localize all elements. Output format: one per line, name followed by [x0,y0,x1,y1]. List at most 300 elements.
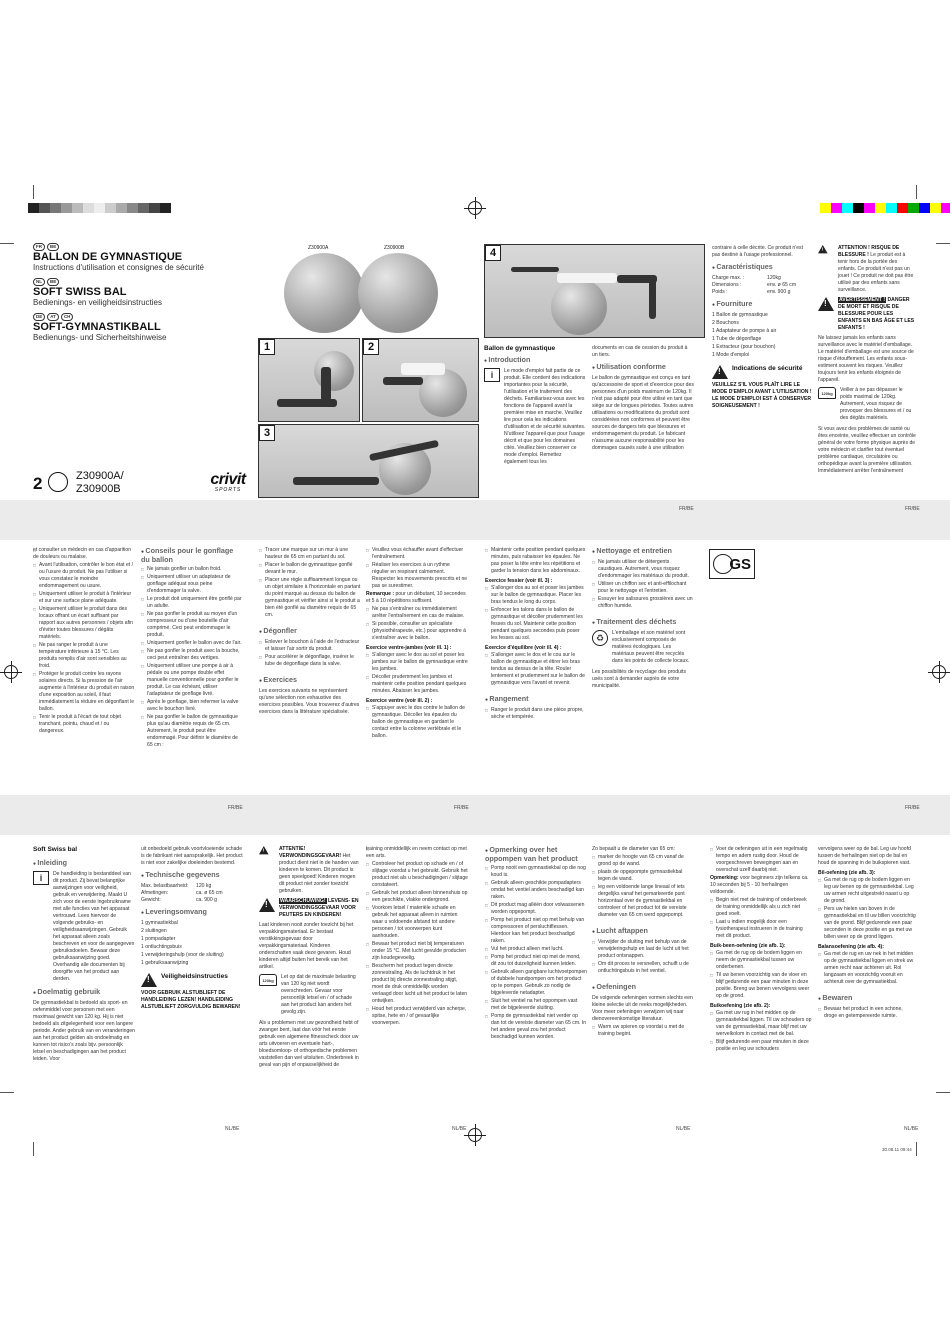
warning-weight [259,974,361,1017]
page-number: 2 [33,474,43,493]
calibration-swatch [930,203,941,213]
safety-heading [712,365,812,379]
photo-label-a: Z30900A [308,245,329,251]
spec-value: ca. ø 65 cm [196,890,223,896]
section-heading: ● Nettoyage et entretien [592,547,694,556]
list-item: □ Controleer het product op schade en / of slijtage voordat u het gebruikt. Gebruik het product niet als u beschadigingen / slijtage constateert. [366,861,468,889]
bullet-list [366,652,468,695]
list-item: □ Voorkom letsel / materiële schade en gebruik het apparaat alleen in ruimten waar u voldoende afstand tot andere personen / tot voorwerpen kunt aanhouden. [366,905,468,940]
spec-row [141,890,243,897]
safety-heading [141,973,243,987]
bullet-list [366,547,468,590]
list-item: □ S'allonger dos au sol et poser les jambes sur le ballon de gymnastique. Placer les bras tendus le long du corps. [485,585,587,606]
model-line-2: Z30900B [76,483,121,495]
list-item: □ Ga met de rug en uw nek in het midden op de gymnastiekbal liggen en strek uw armen recht naar achteren uit. Rol langzaam en voorzichtig vooruit en achteruit over de gymnastiekbal. [818,951,916,986]
warning-text [279,898,361,919]
list-item: 1 Adaptateur de pompe à air [712,328,777,334]
warning-title: DANGER DE MORT ET RISQUE DE BLESSURE POUR LES ENFANTS EN BAS ÂGE ET LES ENFANTS ! [838,297,915,331]
list-item: □ Enfoncer les talons dans le ballon de gymnastique et décoller prudemment les fesses du sol. Maintenir cette position pendant quelques secondes puis poser les fesses au sol. [485,607,587,642]
exercise-title: Exercice ventre-jambes (voir ill. 1) : [366,645,452,651]
person-figure [649,279,656,319]
recycling-icon: ♻ [592,630,608,646]
calibration-swatch [160,203,171,213]
warning-injury [818,245,916,294]
warning-icon: ! [712,365,728,379]
paragraph: documents en cas de cession du produit à un tiers. [592,345,688,358]
exercise-title: Buikoefening (zie afb. 2): [710,1003,771,1009]
paragraph [710,875,812,896]
warning-text [838,245,916,294]
nl-deflate-column [592,846,694,1039]
list-item: □ Begin niet met de training of onderbreek de training onmiddellijk als u zich niet goed voelt. [710,897,812,918]
fr-intro-column [484,345,586,470]
list-item: □ Bescherm het product tegen directe zonnestraling. Als de luchtdruk in het product bij directe zonnestraling stijgt, moet de druk onmiddellijk worden verlaagd door lucht uit het product te laten ontwijken. [366,963,468,1005]
spec-row [712,289,812,296]
list-item: □ Maintenir cette position pendant quelques minutes, puis rabaisser les épaules. Ne pas poser la tête entre les répétitions et garder la tension dans les abdominaux. [485,547,587,575]
bullet-list [485,585,587,642]
list-item: 2 sluitingen [141,928,167,934]
warning-title: ATTENTION ! RISQUE DE BLESSURE ! [838,245,900,258]
spec-row [712,282,812,289]
list-item: □ marker de hoogte van 65 cm vanaf de grond op de wand. [592,854,694,868]
nl-safety-column [366,846,468,1028]
bullet-list [710,846,812,874]
list-item: □ Après le gonflage, bien refermer la valve avec le bouchon livré. [141,699,243,713]
spec-key: Poids : [712,289,728,295]
list-item: □ Protéger le produit contre les rayons solaires directs. Si la pression de l'air augmente à l'intérieur du produit en raison d'une exposition au soleil, il faut immédiatement la réduire en dégonflant le ballon. [33,671,135,713]
paragraph: De handleiding is bestanddeel van dit product. Zij bevat belangrijke aanwijzingen voor veiligheid, gebruik en verwijdering. Maakt U zich voor de eerste ingebruikname met alle functies van het apparaat vertrouwd. Lees hiervoor de volgende gebruiks- en veiligheidsaanwijzingen. Gebruik het apparaat alleen zoals beschreven en voor de aangegeven gebruiksdoelen. Bewaar deze gebruiksaanwijzing goed. Overhandig alle documenten bij doorgifte van het product aan derden. [53,871,135,982]
specs-table [141,883,243,904]
list-item: □ plaats de opgepompte gymnastiekbal tegen de wand. [592,869,694,883]
bullet-list [818,1006,916,1020]
bullet-list [366,606,468,642]
manual-notice [484,368,586,467]
exercise-title: Exercice d'équilibre (voir ill. 4) : [485,645,562,651]
list-item: □ Til uw benen voorzichtig van de vloer en blijf gedurende een paar minuten in deze positie. Breng uw benen vervolgens weer op de grond. [710,972,812,1000]
lang-badges-fr [33,243,253,251]
tuv-seal-icon [713,554,733,574]
lang-badge: AT [47,313,59,321]
list-item: □ Voer de oefeningen uit in een regelmatig tempo en adem rustig door. Houd de voorgeschreven bewegingen aan en overschat uzelf daarbij niet. [710,846,812,874]
title-de: SOFT-GYMNASTIKBALL [33,321,161,333]
paragraph: De volgende oefeningen vormen slechts een kleine selectie uit de reeks mogelijkheden. Voor meer oefeningen verwijzen wij naar dienovereenkomstige literatuur. [592,995,693,1022]
section-heading: ● Dégonfler [259,627,361,636]
list-item: □ S'appuyer avec le dos contre le ballon de gymnastique. Décoller les épaules du ballon de gymnastique en gardant le contact entre la colonne vertébrale et le ballon. [366,705,468,740]
list-item: □ Bewaar het product niet bij temperaturen onder 15 °C. Met lucht gevulde producten zijn koudegevoelig. [366,941,468,962]
calibration-swatch [864,203,875,213]
person-figure [511,267,559,272]
calibration-swatch [83,203,94,213]
figure-number: 2 [363,339,379,355]
paragraph: De gymnastiekbal is bedoeld als sport- en oefenmiddel voor personen met een maximaal gewicht van 120 kg. Hij is niet bedoeld als zitgelegenheid voor een langere periode. Ander gebruik van en veranderingen aan het product gelden als ondoelmatig en kunnen tot risico's zoals bijv. persoonlijk letsel en beschadigingen aan het product leiden. Voor [33,1000,135,1062]
paragraph: uit onbedoeld gebruik voortvloeiende schade is de fabrikant niet aansprakelijk. Het product is niet voor zakelijke doeleinden bestemd. [141,846,243,866]
crop-mark [0,243,14,244]
list-item: □ Utiliser un chiffon sec et anti-effilochant pour le nettoyage et l'entretien. [592,581,694,595]
list-item: □ Pour accélérer le dégonflage, insérer le tube de dégonflage dans la valve. [259,654,361,668]
calibration-swatch [853,203,864,213]
ball-image [419,369,467,417]
warning-badge: WAARSCHUWING! [280,898,326,904]
calibration-bar-right [820,203,950,213]
calibration-swatch [39,203,50,213]
section-heading: ● Conseils pour le gonflage du ballon [141,547,243,563]
paragraph: L'emballage et son matériel sont exclusivement composés de matières écologiques. Les matériaux peuvent être recyclés dans les points de collecte locaux. [612,630,690,664]
list-item: □ Houd het product verwijderd van scherpe, spitse, hete en / of gevaarlijke voorwerpen. [366,1006,468,1027]
spec-row [141,897,243,904]
safety-intro: VOOR GEBRUIK ALSTUBLIEFT DE HANDLEIDING LEZEN! HANDLEIDING ALSTUBLIEFT ZORGVULDIG BEWAREN! [141,990,241,1010]
page-footer: NL/BE [904,1126,919,1132]
bullet-list [141,566,243,749]
bullet-list [592,559,694,610]
calibration-swatch [28,203,39,213]
bullet-list [485,652,587,687]
bullet-list [366,846,468,1027]
list-item: □ Pomp het product niet op met behulp van compressoren of persluchtflessen. Hierdoor kan het product beschadigd raken. [485,917,587,945]
print-date-stamp: 30.08.11 09:44 [882,1147,912,1152]
section-heading: ● Traitement des déchets [592,618,694,627]
supply-list [141,920,243,967]
recycling-notice [592,630,694,666]
ball-a-image [284,253,364,333]
list-item: □ leg een voldoende lange lineaal of iets dergelijks vanaf het gemarkeerde punt horizontaal over de gymnastiekbal en controleer of het product tot de vereiste diameter van 65 cm werd opgepompt. [592,884,694,919]
list-item: □ Ranger le produit dans une pièce propre, sèche et tempérée. [485,707,587,721]
spec-value: env. 900 g [767,289,791,295]
list-item: □ Laat u indien mogelijk door een fysiotherapeut instrueren in de training met dit product. [710,919,812,940]
list-item: □ Sluit het ventiel na het oppompen vast met de bijgeleverde sluiting. [485,998,587,1012]
paragraph: Le ballon de gymnastique est conçu en tant qu'accessoire de sport et d'exercice pour des personnes d'un poids maximum de 120kg. Il n'est pas adapté pour être utilisé en tant que siège sur de longues périodes. Toutes autres utilisations ou modifications du produit sont considérées non conformes et peuvent être sources de dangers tels que blessures et endommagement du produit. Le fabricant n'assume aucune responsabilité pour les dommages causés suite à une utilisation [592,375,694,451]
list-item: □ Pomp het product niet op met de mond, dit zou tot duizeligheid kunnen leiden. [485,954,587,968]
list-item: □ Ne pas ranger le produit à une température inférieure à 15 °C. Les produits remplis d'air sont sensibles au froid. [33,642,135,670]
spec-value: 120 kg [196,883,212,889]
person-figure [383,377,423,385]
bullet-list [592,939,694,975]
spec-row [712,275,812,282]
spec-key: Afmetingen: [141,890,169,896]
bullet-list [485,707,587,721]
warning-weight [818,387,916,423]
list-item: □ Uniquement gonfler le ballon avec de l'air. [141,640,243,647]
exercise-title: Bil-oefening (zie afb. 3): [818,870,876,876]
list-item: □ Warm uw spieren op voordat u met de training begint. [592,1024,694,1038]
list-item: □ Placer une règle suffisamment longue ou un objet similaire à l'horizontale en partant du point marqué au dessus du ballon de gymnastique et vérifier ainsi si le produit a bien été gonflé au diamètre requis de 65 cm. [259,577,361,619]
paragraph: Le mode d'emploi fait partie de ce produit. Elle contient des indications importantes pour la sécurité, l'utilisation et le traitement des déchets. Familiarisez-vous avec les fonctions de l'appareil avant la première mise en marche. Veuillez lire pour cela les indications d'utilisation et de sécurité suivantes. N'utilisez l'appareil que pour l'usage décrit et que pour les domaines cités. Veuillez bien conserver ce mode d'emploi. Remettez également tous les [504,368,586,465]
paragraph: Als u problemen met uw gezondheid hebt of zwanger bent, laat dan vóór het eerste gebruik een algemene fitnesscheck door uw arts uitvoeren en eventuele hart-, bloedsomloop- of orthopedische problemen vaststellen dan wel uitsluiten. Onderbreek in geval van pijn of onpasselijkheid de [259,1020,359,1068]
note-label: Opmerking: [710,875,739,881]
section-heading: ● Leveringsomvang [141,908,243,917]
paragraph: Les exercices suivants ne représentent qu'une sélection non exhaustive des exercices possibles. Vous trouverez d'autres exercices dans la littérature spécialisée. [259,688,360,715]
exercise-photo-4 [484,244,705,338]
page-footer: NL/BE [225,1126,240,1132]
lang-badge: DE [33,313,45,321]
model-line-1: Z30900A/ [76,470,124,482]
calibration-swatch [941,203,950,213]
list-item: 1 Extracteur (pour bouchon) [712,344,776,350]
exercise-title: Buik-been-oefening (zie afb. 1): [710,943,786,949]
section-heading: ● Doelmatig gebruik [33,988,135,997]
calibration-swatch [50,203,61,213]
nl-specs-column [141,846,243,1012]
warning-icon: ! [259,846,269,854]
exercise-title: Exercice fessier (voir ill. 3) : [485,578,553,584]
list-item: □ Pomp nooit een gymnastiekbal op die nog koud is. [485,865,587,879]
paragraph [366,591,468,605]
list-item: □ Ne pas gonfler le produit avec la bouche, ceci peut entraîner des vertiges. [141,648,243,662]
figure-number: 3 [259,425,275,441]
model-number [76,470,124,496]
crop-mark [936,243,950,244]
paragraph: Let op dat de maximale belasting van 120 kg niet wordt overschreden. Gevaar voor persoonlijk letsel en / of schade aan het product kan anders het gevolg zijn. [281,974,356,1015]
section-heading: ● Inleiding [33,859,135,868]
lang-badge: CH [61,313,74,321]
list-item: □ Om dit proces te versnellen, schuift u de ontluchtingsbuis in het ventiel. [592,961,694,975]
list-item: □ Uniquement utiliser une pompe à air à pédale ou une pompe double effet manuelle conventionnelle pour gonfler le produit. Le cas échéant, utiliser l'adaptateur de gonflage livré. [141,663,243,698]
warning-body: Het product dient niet in de handen van kinderen te komen. Dit product is geen speelgoed! Kinderen mogen dit product niet zonder toezicht gebruiken. [279,853,359,894]
spec-value: ca. 900 g [196,897,217,903]
exercise-photo-2 [362,338,479,422]
bullet-list [818,951,916,986]
dash-list [592,854,694,919]
list-item: □ Ga met de rug op de bodem liggen en neem de gymnastiekbal tussen uw onderbenen. [710,950,812,971]
weight-icon: 120kg [259,974,277,986]
section-title: Soft Swiss bal [33,846,78,853]
list-item: □ S'allonger avec le dos au sol et poser les jambes sur le ballon de gymnastique entre les jambes. [366,652,468,673]
gs-certification-icon [709,549,755,579]
calibration-swatch [919,203,930,213]
person-figure [321,367,331,401]
section-heading: ● Technische gegevens [141,871,243,880]
fr-deflate-column [259,547,361,717]
spec-key: Charge max. : [712,275,744,281]
warning-icon: ! [818,245,828,253]
cover-titles [33,243,253,348]
list-item: 1 gymnastiekbal [141,920,178,926]
brand-logo [198,472,258,493]
nl-intro-column [33,846,135,1064]
crop-mark [916,185,917,199]
spec-value: 120kg [767,275,781,281]
lang-badges-de [33,313,253,321]
crop-mark [33,185,34,199]
title-fr: BALLON DE GYMNASTIQUE [33,251,183,263]
warning-icon: ! [259,898,275,912]
list-item: □ Réaliser les exercices à un rythme régulier en respirant calmement. Respecter les mouvements prescrits et ne pas se surestimer. [366,562,468,590]
paragraph: Zo bepaalt u de diameter van 65 cm: [592,846,675,852]
list-item: □ Avant l'utilisation, contrôler le bon état et / ou l'usure du produit. Ne pas l'utiliser si vous constatez le moindre endommagement ou usure. [33,562,135,590]
paragraph: Ne laissez jamais les enfants sans surveillance avec le matériel d'emballage. Le matériel d'emballage est une source de risque d'étouffement. Les enfants sous-estiment souvent les risques. Veuillez toujours tenir les enfants éloignés de l'appareil. [818,335,914,383]
crop-mark [916,1142,917,1156]
list-item: □ Pers uw hielen van boven in de gymnastiekbal en til uw billen voorzichtig van de grond. Blijf gedurende een paar seconden in deze positie en ga met uw billen weer op de grond liggen. [818,906,916,941]
fr-cleaning-column [592,547,694,691]
note-text: voor beginners zijn telkens ca. 10 seconden bij 5 - 10 herhalingen voldoende. [710,875,809,895]
warning-children [818,297,916,332]
section-title: Ballon de gymnastique [484,345,556,352]
title-nl: SOFT SWISS BAL [33,286,127,298]
calibration-swatch [61,203,72,213]
spec-key: Gewicht: [141,897,161,903]
figure-number: 4 [485,245,501,261]
list-item: □ Gebruik het product alleen binnenshuis op een geschikte, vlakke ondergrond. [366,890,468,904]
list-item: □ Ne jamais utiliser de détergents caustiques. Autrement, vous risquez d'endommager les matériaux du produit. [592,559,694,580]
section-heading: ● Introduction [484,356,586,365]
section-heading: ● Lucht aftappen [592,927,694,936]
calibration-swatch [116,203,127,213]
section-heading: ● Oefeningen [592,983,694,992]
lang-badge: BE [47,243,59,251]
page-footer: NL/BE [452,1126,467,1132]
section-heading: ● Bewaren [818,994,916,1003]
info-book-icon: i [33,871,49,885]
list-item: 1 Mode d'emploi [712,352,750,358]
crop-mark [0,1092,14,1093]
calibration-swatch [897,203,908,213]
list-item: □ Essuyer les salissures grossières avec un chiffon humide. [592,596,694,610]
section-heading: ● Caractéristiques [712,263,812,272]
calibration-swatch [820,203,831,213]
list-item: 1 pompadapter [141,936,176,942]
spec-key: Max. belastbaarheid: [141,883,189,889]
paragraph: Si vous avez des problèmes de santé ou êtes enceinte, veuillez effectuer un contrôle général de votre forme physique auprès de votre médecin et clarifier tout éventuel problème cardiaque, circulatoire ou orthopédique avant la première utilisation. Immédiatement arrêter l'entraînement [818,426,916,474]
warning-badge: AVERTISSEMENT ! [839,297,886,303]
bullet-list [485,547,587,575]
calibration-swatch [831,203,842,213]
list-item: □ Vul het product alleen met lucht. [485,946,587,953]
list-item: □ Pomp de gymnastiekbal niet verder op dan tot de vereiste diameter van 65 cm. In het andere geval zou het product beschadigd kunnen worden. [485,1013,587,1041]
paragraph: Les possibilités de recyclage des produits usés sont à demander auprès de votre municipalité. [592,669,687,689]
list-item: □ Dit product mag alléén door volwassenen worden opgepompt. [485,902,587,916]
list-item: □ et consulter un médecin en cas d'apparition de douleurs ou malaise. [33,547,135,561]
spec-key: Dimensions : [712,282,742,288]
list-item: □ Si possible, consulter un spécialiste (physiothérapeute, etc.) pour apprendre à s'entraîner avec le ballon. [366,621,468,642]
page-footer-row [0,1126,950,1136]
page-band [0,795,950,835]
exercise-photo-3 [258,424,479,498]
fr-warnings-column [818,245,916,476]
photo-label-b: Z30900B [384,245,405,251]
registration-mark-top [468,201,482,215]
ball-image [314,351,354,391]
paragraph: vervolgens weer op de bal. Leg uw hoofd tussen de herhalingen niet op de bal en houd de spanning in de buikspieren vast. [818,846,911,866]
list-item: □ Bewaar het product in een schone, droge en getempereerde ruimte. [818,1006,916,1020]
bullet-list [710,897,812,940]
spec-row [141,883,243,890]
bullet-list [818,877,916,941]
manual-notice [33,871,135,984]
warning-icon: ! [818,297,834,311]
ball-b-image [358,253,438,333]
calibration-swatch [72,203,83,213]
subtitle-de: Bedienungs- und Sicherheitshinweise [33,333,167,342]
fr-use-column [592,345,694,453]
calibration-swatch [842,203,853,213]
list-item: □ training onmiddellijk en neem contact op met een arts. [366,846,468,860]
supply-list [712,312,812,359]
calibration-swatch [105,203,116,213]
section-heading: ● Rangement [485,695,587,704]
list-item: 1 Tube de dégonflage [712,336,762,342]
nl-exercise-column-2 [818,846,916,1021]
list-item: □ Ne pas gonfler le produit au moyen d'un compresseur ou d'une bouteille d'air comprimé. Ceci peut endommager le produit. [141,611,243,639]
warning-title: LEVENS- EN VERWONDINGSGEVAAR VOOR PEUTERS EN KINDEREN! [279,898,359,918]
warning-text [279,846,361,895]
list-item: □ Blijf gedurende een paar minuten in deze positie en leg uw schouders [710,1039,812,1053]
person-figure [557,273,617,283]
list-item: □ Ga met de rug op de bodem liggen en leg uw benen op de gymnastiekbal. Leg uw armen recht uitgestrekt naast u op de grond. [818,877,916,905]
list-item: □ Ne pas gonfler le ballon de gymnastique plus qu'au diamètre requis de 65 cm. Autrement, le produit peut être endommagé. Pour définir le diamètre de 65 cm : [141,714,243,749]
subtitle-nl: Bedienings- en veiligheidsinstructies [33,298,162,307]
warning-icon: ! [141,973,157,987]
warning-body: Le produit est à tenir hors de la portée des enfants. Ce produit n'est pas un jouet ! Ce produit ne doit pas être utilisé par des enfants sans surveillance. [838,252,914,293]
fr-inflate-column [141,547,243,750]
dash-list [259,547,361,619]
bullet-list [710,950,812,1000]
weight-icon: 120kg [818,387,836,399]
list-item: □ Ga met uw rug in het midden op de gymnastiekbal liggen. Til uw schouders op van de gymnastiekbal, maar blijf met uw wervelkolom in contact met de bal. [710,1010,812,1038]
bullet-list [592,1024,694,1038]
page-footer: FR/BE [679,506,694,512]
brand-name: crivit [210,471,246,488]
exercise-photo-1 [258,338,360,422]
nl-exercise-column-1 [710,846,812,1054]
exercise-title: Balansoefening (zie afb. 4): [818,944,884,950]
page-footer: FR/BE [905,506,920,512]
bullet-list [259,639,361,668]
info-book-icon: i [484,368,500,382]
page-footer: FR/BE [454,805,469,811]
paragraph: Laat kinderen nooit zonder toezicht bij het verpakkingsmateriaal. Er bestaat verstikkingsgevaar door verpakkingsmateriaal. Kinderen onderschatten vaak deze gevaren. Houd kinderen altijd buiten het bereik van het artikel. [259,922,354,970]
page-band [0,500,950,540]
calibration-swatch [886,203,897,213]
brand-subline: SPORTS [214,487,242,493]
list-item: 1 Ballon de gymnastique [712,312,768,318]
crop-mark [33,1142,34,1156]
specs-table [712,275,812,296]
figure-number: 1 [259,339,275,355]
calibration-swatch [138,203,149,213]
exercise-title: Exercice ventre (voir ill. 2) : [366,698,433,704]
list-item: □ Gebruik alleen gangbare luchtvoetpompen of dubbele handpompen om het product op te pompen. Gebruik zo nodig de bijgeleverde netadapter. [485,969,587,997]
list-item: □ Verwijder de sluiting met behulp van de verwijderingshulp en laat de lucht uit het product ontsnappen. [592,939,694,960]
calibration-swatch [149,203,160,213]
page-footer: FR/BE [228,805,243,811]
list-item: □ Ne jamais gonfler un ballon froid. [141,566,243,573]
section-heading: ● Opmerking over het oppompen van het product [485,846,587,862]
list-item: □ Tenir le produit à l'écart de tout objet tranchant, pointu, chaud et / ou dangereux. [33,714,135,735]
fr-specs-column [712,245,812,411]
list-item: □ Uniquement utiliser un adaptateur de gonflage adéquat sous peine d'endommager la valve. [141,574,243,595]
gs-label: GS [729,555,751,573]
fr-exercise-column-1 [366,547,468,741]
person-figure [401,363,445,375]
section-heading: ● Exercices [259,676,361,685]
section-heading: ● Fourniture [712,300,812,309]
nl-inflate-column [485,846,587,1042]
list-item: □ Tracer une marque sur un mur à une hauteur de 65 cm en partant du sol. [259,547,361,561]
note-label: Remarque : [366,591,395,597]
lang-badges-nl [33,278,253,286]
warning-children [259,898,361,919]
list-item: □ Uniquement utiliser le produit à l'intérieur et sur une surface plane adéquate. [33,591,135,605]
list-item: □ Le produit doit uniquement être gonflé par un adulte. [141,596,243,610]
bullet-list [366,705,468,740]
lang-badge: NL [33,278,45,286]
list-item: 2 Bouchons [712,320,739,326]
list-item: □ S'allonger avec le dos et le cou sur le ballon de gymnastique et étirer les bras tendus au dessus de la tête. Rouler lentement et prudemment sur le ballon de gymnastique vers l'avant et revenir. [485,652,587,687]
list-item: □ Gebruik alleen geschikte pompadapters omdat het ventiel anders beschadigd kan raken. [485,880,587,901]
safety-intro: VEUILLEZ S'IL VOUS PLAÎT LIRE LE MODE D'EMPLOI AVANT L'UTILISATION ! LE MODE D'EMPLOI EST À CONSERVER SOIGNEUSEMENT ! [712,382,812,409]
crop-mark [936,1092,950,1093]
subtitle-fr: Instructions d'utilisation et consignes de sécurité [33,263,204,272]
warning-injury [259,846,361,895]
